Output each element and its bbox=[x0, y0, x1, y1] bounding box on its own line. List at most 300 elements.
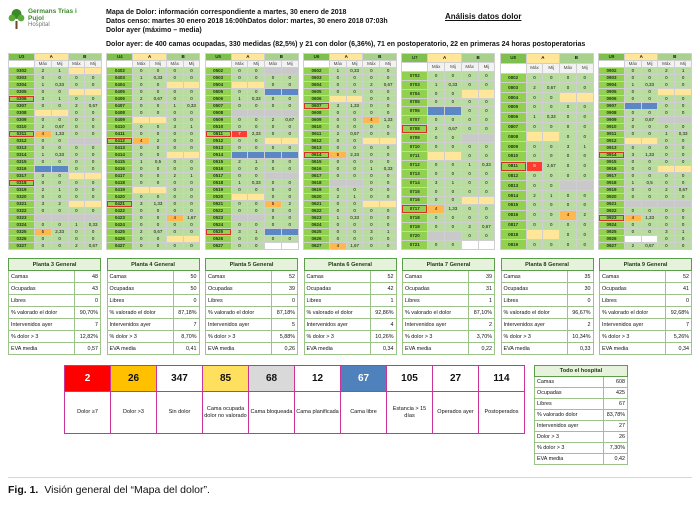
bed-cell: 0 bbox=[576, 112, 593, 122]
room-label: 0325 bbox=[9, 229, 35, 236]
bed-cell: 0 bbox=[445, 98, 462, 107]
room-label: 0527 bbox=[205, 243, 231, 250]
room-label: 0814 bbox=[500, 191, 526, 201]
bed-cell bbox=[68, 173, 85, 180]
report-title: Mapa de Dolor: información correspondiente a martes, 30 enero de 2018 bbox=[106, 9, 347, 16]
bed-cell: 0 bbox=[265, 208, 282, 215]
bed-cell: 0 bbox=[363, 222, 380, 229]
bed-cell: 0 bbox=[658, 145, 675, 152]
bed-cell: 0 bbox=[461, 80, 478, 89]
room-label: 0405 bbox=[107, 89, 133, 96]
legend-count: 114 bbox=[479, 366, 525, 392]
bed-cell: 2 bbox=[576, 210, 593, 220]
room-label: 0922 bbox=[598, 208, 624, 215]
room-label: 0524 bbox=[205, 222, 231, 229]
bed-cell bbox=[281, 68, 298, 75]
room-label: 0427 bbox=[107, 243, 133, 250]
bed-cell: 0 bbox=[624, 68, 641, 75]
bed-cell: 0 bbox=[478, 98, 495, 107]
bed-cell: 0 bbox=[166, 194, 183, 201]
bed-cell: 1,33 bbox=[445, 205, 462, 214]
planta-table bbox=[501, 258, 594, 355]
bed-cell: 0 bbox=[329, 222, 346, 229]
room-label: 0415 bbox=[107, 159, 133, 166]
bed-cell: 0,33 bbox=[346, 215, 363, 222]
bed-cell: 0 bbox=[281, 208, 298, 215]
bed-cell: 0 bbox=[428, 160, 445, 169]
room-label: 0917 bbox=[598, 173, 624, 180]
bed-cell bbox=[478, 241, 495, 250]
bed-cell bbox=[675, 166, 692, 173]
bed-cell: 0 bbox=[51, 75, 68, 82]
bed-cell: 0 bbox=[543, 93, 560, 103]
room-label: 0925 bbox=[598, 229, 624, 236]
bed-cell: 0 bbox=[478, 80, 495, 89]
bed-cell bbox=[68, 68, 85, 75]
room-label: 0323 bbox=[9, 215, 35, 222]
bed-cell: 0 bbox=[641, 75, 658, 82]
bed-cell: 0 bbox=[51, 194, 68, 201]
bed-cell bbox=[231, 215, 248, 222]
bed-cell: 0,33 bbox=[248, 96, 265, 103]
bed-cell: 4 bbox=[35, 131, 52, 138]
bed-cell: 0 bbox=[281, 96, 298, 103]
bed-cell: 0 bbox=[231, 117, 248, 124]
stat-value: 0 bbox=[666, 295, 692, 307]
bed-cell: 0 bbox=[445, 116, 462, 125]
bed-cell: 3 bbox=[35, 201, 52, 208]
room-label: 0810 bbox=[500, 151, 526, 161]
bed-cell: 0 bbox=[675, 96, 692, 103]
bed-cell: 0 bbox=[560, 240, 577, 250]
bed-cell bbox=[281, 173, 298, 180]
bed-cell: 0 bbox=[68, 96, 85, 103]
bed-cell: 0 bbox=[281, 75, 298, 82]
bed-cell: 0 bbox=[560, 200, 577, 210]
room-label: 0317 bbox=[9, 173, 35, 180]
bed-cell: 0 bbox=[281, 82, 298, 89]
legend-count: 347 bbox=[157, 366, 203, 392]
bed-cell: 0 bbox=[658, 208, 675, 215]
corner-cell bbox=[598, 61, 624, 68]
room-label: 0506 bbox=[205, 96, 231, 103]
bed-cell: 0 bbox=[576, 171, 593, 181]
bed-cell: 0 bbox=[624, 159, 641, 166]
bed-cell: 0 bbox=[675, 215, 692, 222]
bed-cell: 0 bbox=[675, 243, 692, 250]
bed-cell: 0,5 bbox=[150, 159, 167, 166]
bed-cell: 0,67 bbox=[85, 243, 102, 250]
bed-cell: 0 bbox=[265, 145, 282, 152]
bed-cell: 0,33 bbox=[183, 103, 200, 110]
bed-cell: 0 bbox=[281, 103, 298, 110]
room-label: 0410 bbox=[107, 124, 133, 131]
bed-cell: 0 bbox=[281, 166, 298, 173]
bed-cell: 0 bbox=[150, 131, 167, 138]
stat-value: 87,10% bbox=[469, 307, 495, 319]
bed-cell: 0 bbox=[51, 117, 68, 124]
bed-cell: 0 bbox=[641, 229, 658, 236]
bed-cell: 0 bbox=[68, 159, 85, 166]
unit-label: U4 bbox=[107, 54, 133, 61]
bed-cell: 0 bbox=[133, 236, 150, 243]
room-label: 0809 bbox=[500, 142, 526, 152]
bed-cell: 1 bbox=[346, 194, 363, 201]
room-label: 0525 bbox=[205, 229, 231, 236]
bed-cell: 0 bbox=[265, 166, 282, 173]
bed-cell: 1 bbox=[248, 229, 265, 236]
column-header: Mij bbox=[641, 61, 658, 68]
bed-cell: 0,33 bbox=[346, 68, 363, 75]
bed-cell: 0 bbox=[248, 89, 265, 96]
room-label: 0912 bbox=[598, 138, 624, 145]
room-label: 0426 bbox=[107, 236, 133, 243]
room-label: 0712 bbox=[402, 160, 428, 169]
bed-cell: 0 bbox=[166, 187, 183, 194]
room-label: 0624 bbox=[303, 222, 329, 229]
unit-label: U3 bbox=[9, 54, 35, 61]
stat-value: 5,26% bbox=[666, 331, 692, 343]
bed-cell: 0 bbox=[445, 71, 462, 80]
bed-cell: 0 bbox=[85, 229, 102, 236]
bed-cell: 2 bbox=[68, 243, 85, 250]
stat-value: 10,34% bbox=[567, 331, 593, 343]
bed-cell: 0 bbox=[133, 131, 150, 138]
bed-cell: 0 bbox=[150, 103, 167, 110]
bed-cell: 0 bbox=[51, 103, 68, 110]
room-label: 0402 bbox=[107, 68, 133, 75]
bed-cell: 0 bbox=[51, 243, 68, 250]
stat-label: EVA media bbox=[600, 343, 666, 355]
bed-cell bbox=[461, 134, 478, 143]
stat-label: Camas bbox=[403, 271, 469, 283]
bed-cell: 0 bbox=[68, 187, 85, 194]
bed-cell: 0 bbox=[363, 89, 380, 96]
bed-cell: 0 bbox=[526, 171, 543, 181]
bed-cell: 1 bbox=[329, 215, 346, 222]
stat-value: 0,26 bbox=[272, 343, 298, 355]
room-label: 0421 bbox=[107, 201, 133, 208]
stat-value: 608 bbox=[604, 377, 628, 388]
bed-cell: 0 bbox=[150, 236, 167, 243]
bed-cell bbox=[445, 232, 462, 241]
bed-cell: 0 bbox=[641, 159, 658, 166]
bed-cell: 0 bbox=[166, 89, 183, 96]
bed-cell: 0 bbox=[560, 171, 577, 181]
room-label: 0610 bbox=[303, 124, 329, 131]
bed-cell: 1 bbox=[380, 229, 397, 236]
room-label: 0304 bbox=[9, 82, 35, 89]
bed-cell: 0 bbox=[428, 223, 445, 232]
bed-cell: 0 bbox=[68, 229, 85, 236]
bed-cell bbox=[526, 230, 543, 240]
room-label: 0319 bbox=[9, 187, 35, 194]
bed-cell: 2 bbox=[133, 96, 150, 103]
planta-table bbox=[599, 258, 692, 355]
bed-cell: 0 bbox=[281, 124, 298, 131]
bed-cell: 0 bbox=[51, 173, 68, 180]
bed-cell: 2 bbox=[166, 173, 183, 180]
room-label: 0911 bbox=[598, 131, 624, 138]
planta-table bbox=[107, 258, 200, 355]
room-label: 0617 bbox=[303, 173, 329, 180]
room-label: 0516 bbox=[205, 166, 231, 173]
room-label: 0918 bbox=[598, 180, 624, 187]
bed-cell: 0 bbox=[675, 138, 692, 145]
bed-cell bbox=[329, 96, 346, 103]
bed-cell: 0 bbox=[380, 159, 397, 166]
logo-subtitle: Hospital bbox=[28, 22, 50, 28]
bed-cell bbox=[363, 138, 380, 145]
bed-cell: 0 bbox=[150, 152, 167, 159]
stat-label: Libres bbox=[206, 295, 272, 307]
wing-b-header: B bbox=[461, 54, 495, 63]
bed-cell: 0 bbox=[231, 187, 248, 194]
bed-cell: 0 bbox=[150, 124, 167, 131]
bed-cell: 0 bbox=[428, 187, 445, 196]
stat-label: Libres bbox=[535, 399, 604, 410]
bed-cell: 0 bbox=[380, 236, 397, 243]
room-label: 0408 bbox=[107, 110, 133, 117]
bed-cell: 0 bbox=[478, 107, 495, 116]
bed-cell: 4 bbox=[133, 138, 150, 145]
bed-cell: 0 bbox=[346, 82, 363, 89]
bed-cell: 0 bbox=[329, 89, 346, 96]
stat-value: 0,57 bbox=[75, 343, 101, 355]
bed-cell: 0 bbox=[478, 205, 495, 214]
room-label: 0625 bbox=[303, 229, 329, 236]
bed-cell: 0 bbox=[560, 230, 577, 240]
room-label: 0919 bbox=[598, 187, 624, 194]
bed-cell: 1 bbox=[68, 222, 85, 229]
bed-cell: 0 bbox=[183, 166, 200, 173]
unit-label: U7 bbox=[402, 54, 428, 63]
room-label: 0815 bbox=[500, 200, 526, 210]
bed-cell: 0 bbox=[85, 96, 102, 103]
bed-cell bbox=[231, 82, 248, 89]
room-label: 0414 bbox=[107, 152, 133, 159]
bed-cell: 5 bbox=[35, 229, 52, 236]
bed-cell: 0 bbox=[658, 180, 675, 187]
bed-cell: 1 bbox=[51, 96, 68, 103]
bed-cell bbox=[658, 201, 675, 208]
bed-cell: 0 bbox=[363, 103, 380, 110]
bed-cell: 0 bbox=[380, 145, 397, 152]
bed-cell: 0 bbox=[85, 236, 102, 243]
wing-a-header: A bbox=[624, 54, 658, 61]
bed-cell: 0 bbox=[265, 222, 282, 229]
bed-cell: 0 bbox=[478, 125, 495, 134]
bed-cell: 0 bbox=[248, 173, 265, 180]
legend-count: 27 bbox=[433, 366, 479, 392]
bed-cell: 0 bbox=[380, 110, 397, 117]
bed-cell bbox=[380, 201, 397, 208]
bed-cell: 0 bbox=[248, 208, 265, 215]
census-line: Datos censo: martes 30 enero 2018 16:00hDatos dolor: martes, 30 enero 2018 07:03h bbox=[106, 18, 388, 25]
bed-cell: 0 bbox=[281, 159, 298, 166]
bed-cell: 0 bbox=[624, 110, 641, 117]
stat-value: 7 bbox=[666, 319, 692, 331]
room-label: 0505 bbox=[205, 89, 231, 96]
bed-cell: 0 bbox=[363, 124, 380, 131]
stat-value: 39 bbox=[469, 271, 495, 283]
bed-cell bbox=[461, 241, 478, 250]
legend-label: Cama planificada bbox=[295, 392, 341, 434]
room-label: 0713 bbox=[402, 169, 428, 178]
room-label: 0406 bbox=[107, 96, 133, 103]
bed-cell: 2 bbox=[624, 117, 641, 124]
bed-cell: 1 bbox=[658, 131, 675, 138]
bottom-section bbox=[8, 365, 692, 465]
bed-cell: 0,33 bbox=[641, 82, 658, 89]
bed-cell: 0 bbox=[461, 125, 478, 134]
legend-label: Estancia > 15 días bbox=[387, 392, 433, 434]
bed-cell: 0 bbox=[85, 159, 102, 166]
bed-cell: 0 bbox=[35, 75, 52, 82]
bed-cell: 0 bbox=[624, 166, 641, 173]
bed-cell bbox=[641, 103, 658, 110]
unit-label: U9 bbox=[598, 54, 624, 61]
bed-cell: 0 bbox=[380, 124, 397, 131]
stat-label: Intervenidos ayer bbox=[501, 319, 567, 331]
bed-cell: 0 bbox=[265, 124, 282, 131]
bed-cell: 0 bbox=[641, 124, 658, 131]
bed-cell: 0 bbox=[363, 145, 380, 152]
stat-value: 0,41 bbox=[173, 343, 199, 355]
bed-cell: 0 bbox=[183, 68, 200, 75]
bed-cell: 0 bbox=[526, 73, 543, 83]
bed-cell: 0,33 bbox=[248, 180, 265, 187]
bed-cell: 4 bbox=[560, 210, 577, 220]
bed-cell: 1 bbox=[675, 68, 692, 75]
bed-cell: 0 bbox=[363, 194, 380, 201]
bed-cell: 0 bbox=[445, 214, 462, 223]
bed-cell: 0 bbox=[85, 75, 102, 82]
bed-cell: 0 bbox=[363, 75, 380, 82]
bed-cell: 0 bbox=[150, 173, 167, 180]
hospital-summary-table bbox=[534, 365, 628, 465]
bed-cell: 0 bbox=[445, 134, 462, 143]
bed-cell: 0 bbox=[248, 103, 265, 110]
bed-cell: 0 bbox=[248, 124, 265, 131]
room-label: 0802 bbox=[500, 73, 526, 83]
planta-table bbox=[8, 258, 101, 355]
bed-cell: 0 bbox=[658, 124, 675, 131]
room-label: 0819 bbox=[500, 240, 526, 250]
bed-cell: 0,67 bbox=[675, 187, 692, 194]
bed-cell: 0 bbox=[329, 173, 346, 180]
stat-label: % valorado el dolor bbox=[206, 307, 272, 319]
bed-cell: 2,33 bbox=[346, 152, 363, 159]
bed-cell bbox=[68, 215, 85, 222]
bed-cell: 0 bbox=[526, 93, 543, 103]
stat-value: 425 bbox=[604, 388, 628, 399]
room-label: 0518 bbox=[205, 180, 231, 187]
room-label: 0412 bbox=[107, 138, 133, 145]
bed-cell: 0 bbox=[281, 215, 298, 222]
bed-cell: 0 bbox=[380, 68, 397, 75]
column-header: Máx bbox=[363, 61, 380, 68]
wing-a-header: A bbox=[526, 54, 560, 64]
room-label: 0907 bbox=[598, 103, 624, 110]
bed-cell bbox=[428, 107, 445, 116]
bed-cell: 0 bbox=[150, 222, 167, 229]
bed-cell: 0 bbox=[658, 173, 675, 180]
stat-value: 52 bbox=[272, 271, 298, 283]
stat-label: EVA media bbox=[501, 343, 567, 355]
bed-cell: 1 bbox=[428, 80, 445, 89]
bed-cell bbox=[231, 110, 248, 117]
bed-cell: 0 bbox=[85, 124, 102, 131]
bed-cell: 0,33 bbox=[445, 80, 462, 89]
room-label: 0902 bbox=[598, 68, 624, 75]
room-label: 0707 bbox=[402, 116, 428, 125]
room-label: 0508 bbox=[205, 110, 231, 117]
bed-cell: 0 bbox=[281, 145, 298, 152]
room-label: 0310 bbox=[9, 124, 35, 131]
room-label: 0424 bbox=[107, 222, 133, 229]
bed-cell: 0 bbox=[576, 230, 593, 240]
stat-label: % dolor > 3 bbox=[600, 331, 666, 343]
room-label: 0705 bbox=[402, 98, 428, 107]
bed-cell: 0 bbox=[363, 152, 380, 159]
room-label: 0619 bbox=[303, 187, 329, 194]
bed-cell bbox=[248, 110, 265, 117]
room-label: 0709 bbox=[402, 134, 428, 143]
stat-label: EVA media bbox=[535, 454, 604, 465]
bed-cell: 0 bbox=[35, 236, 52, 243]
bed-cell: 0 bbox=[543, 73, 560, 83]
legend-count: 26 bbox=[111, 366, 157, 392]
bed-cell: 3 bbox=[560, 142, 577, 152]
column-header: Máx bbox=[166, 61, 183, 68]
bed-cell: 0 bbox=[576, 151, 593, 161]
room-label: 0904 bbox=[598, 82, 624, 89]
stat-label: Camas bbox=[535, 377, 604, 388]
bed-cell bbox=[133, 187, 150, 194]
bed-cell: 0 bbox=[51, 180, 68, 187]
bed-cell: 0 bbox=[329, 159, 346, 166]
bed-cell: 0 bbox=[68, 208, 85, 215]
bed-cell bbox=[624, 236, 641, 243]
stat-value: 50 bbox=[173, 271, 199, 283]
stat-value: 30 bbox=[567, 283, 593, 295]
stat-value: 26 bbox=[604, 432, 628, 443]
corner-cell bbox=[500, 63, 526, 73]
unit-table-u9 bbox=[598, 53, 692, 250]
bed-cell: 0 bbox=[346, 208, 363, 215]
bed-cell: 0,67 bbox=[478, 223, 495, 232]
bed-cell bbox=[281, 89, 298, 96]
bed-cell bbox=[265, 243, 282, 250]
stat-value: 5 bbox=[272, 319, 298, 331]
bed-cell bbox=[68, 138, 85, 145]
room-label: 0520 bbox=[205, 194, 231, 201]
wing-b-header: B bbox=[560, 54, 594, 64]
stat-label: % dolor > 3 bbox=[304, 331, 370, 343]
room-label: 0607 bbox=[303, 103, 329, 110]
bed-cell: 4 bbox=[363, 117, 380, 124]
bed-cell: 0,67 bbox=[51, 124, 68, 131]
stat-value: 35 bbox=[567, 271, 593, 283]
bed-cell: 2 bbox=[265, 117, 282, 124]
bed-cell bbox=[68, 201, 85, 208]
bed-cell: 2 bbox=[624, 243, 641, 250]
bed-cell: 0 bbox=[543, 142, 560, 152]
room-label: 0311 bbox=[9, 131, 35, 138]
bed-cell: 0 bbox=[183, 96, 200, 103]
bed-cell: 0 bbox=[478, 116, 495, 125]
